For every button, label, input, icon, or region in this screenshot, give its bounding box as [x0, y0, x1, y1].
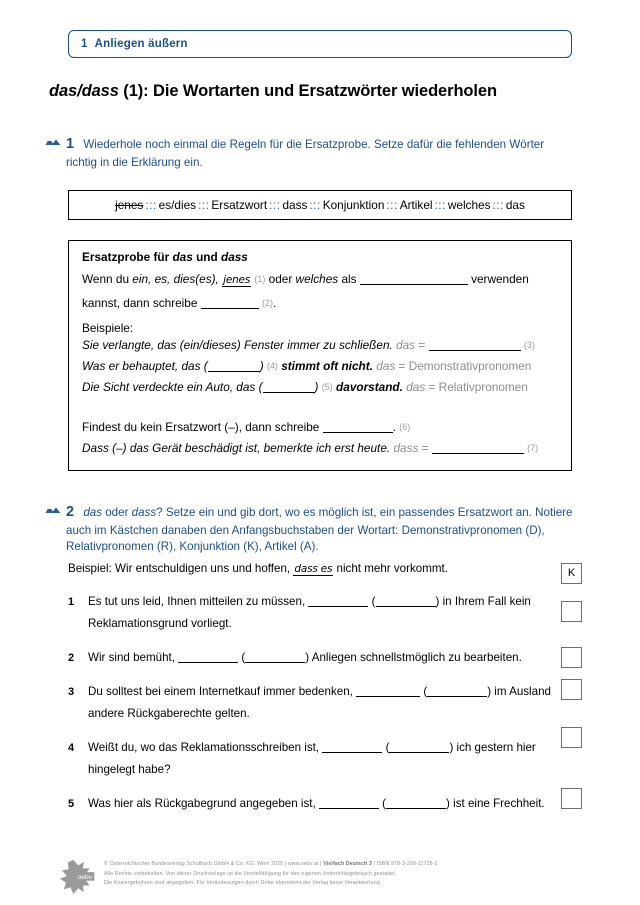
- answer-blank-7[interactable]: [432, 453, 524, 454]
- rule-heading-dass: dass: [220, 250, 248, 264]
- oebv-logo-text: oebv: [77, 874, 93, 882]
- task-2: [66, 502, 578, 555]
- word-bank-separator: :::: [434, 198, 446, 212]
- rule-example-1: [82, 337, 558, 355]
- exercise-text: [88, 647, 558, 670]
- oebv-logo: [58, 856, 104, 894]
- examples-label: Beispiele:: [82, 321, 134, 336]
- exercise-text: [88, 591, 558, 636]
- exercise-mid: (: [368, 594, 376, 608]
- task-2-number: 2: [66, 504, 75, 520]
- blank-marker-7: (7): [527, 443, 539, 454]
- task-1-number: 1: [66, 136, 75, 152]
- exercise-number: 5: [68, 797, 75, 810]
- exercise-text: [88, 681, 558, 726]
- exercise-post: ) in Ihrem Fall kein Reklamationsgrund vorliegt.: [88, 594, 531, 631]
- exercise-pre: Du solltest bei einem Internetkauf immer bedenken,: [88, 684, 357, 698]
- task-2-text: [66, 506, 573, 553]
- rule-line-2: [82, 295, 558, 313]
- rule-heading-das: das: [172, 250, 193, 264]
- example-3-a: Die Sicht verdeckte ein Auto, das (: [82, 379, 263, 394]
- word-bank: [68, 190, 572, 220]
- answer-blank-ex3a[interactable]: [356, 696, 420, 697]
- wordtype-box-3[interactable]: [561, 679, 582, 700]
- rule-l1-words: ein, es, dies(es),: [132, 272, 219, 286]
- word-bank-item-2[interactable]: Ersatzwort: [211, 198, 268, 212]
- word-bank-item-6[interactable]: welches: [447, 198, 491, 212]
- rule-l1-c: als: [338, 272, 360, 286]
- word-bank-separator: :::: [269, 198, 281, 212]
- rule-heading-a: Ersatzprobe für: [82, 250, 173, 264]
- exercise-row: [68, 793, 558, 816]
- exercise-number: 2: [68, 651, 75, 664]
- answer-blank-ex4b[interactable]: [389, 752, 449, 753]
- blank-marker-6: (6): [399, 421, 411, 432]
- answer-blank-ex1a[interactable]: [308, 606, 368, 607]
- word-bank-separator: :::: [198, 198, 210, 212]
- example-2-b: ): [259, 359, 264, 374]
- blank-marker-4: (4): [266, 361, 278, 372]
- footer-line-2: Alle Rechte vorbehalten. Von dieser Druckvorlage ist die Vervielfältigung für den eigenen Unterrichtsgebrauch gestattet.: [104, 870, 397, 877]
- chapter-number: 1: [81, 38, 88, 50]
- rule-example-4: [82, 440, 558, 458]
- exercise-post: ) ist eine Frechheit.: [446, 796, 545, 810]
- task-2-line1-rest: ? Setze ein und gib dort, wo es möglich ist, ein passendes Ersatzwort: [156, 506, 513, 519]
- answer-blank-ex2b[interactable]: [245, 662, 305, 663]
- exercise-pre: Wir sind bemüht,: [88, 650, 179, 664]
- exercise-post: ) im Ausland andere Rückgaberechte gelten.: [88, 684, 551, 721]
- page-title: [49, 82, 589, 101]
- rule-l1-b: oder: [265, 272, 296, 286]
- footer-line-1: [104, 860, 438, 870]
- page-title-italic: das/dass: [49, 82, 119, 100]
- footer: [58, 856, 583, 894]
- exercise-text: [88, 793, 558, 816]
- example-4-sentence: Dass (–) das Gerät beschädigt ist, bemerkte ich erst heute.: [82, 441, 391, 456]
- answer-blank-ex3b[interactable]: [427, 696, 487, 697]
- exercise-row: [68, 591, 558, 636]
- answer-blank-2[interactable]: [201, 308, 259, 309]
- word-bank-item-7[interactable]: das: [505, 198, 525, 212]
- example-2-c: stimmt oft nicht.: [281, 359, 373, 374]
- example-2-value: = Demonstrativpronomen: [395, 359, 532, 374]
- word-bank-item-3[interactable]: dass: [282, 198, 308, 212]
- exercise-text: [88, 737, 558, 782]
- task-2-dass: dass: [131, 506, 157, 519]
- rule-l3-a: Findest du kein Ersatzwort (–), dann schreibe: [82, 419, 323, 434]
- rule-line-1: [82, 271, 558, 289]
- answer-blank-ex5b[interactable]: [386, 808, 446, 809]
- exercise-row: [68, 647, 558, 670]
- rule-line-3: [82, 419, 558, 437]
- rule-example-3: [82, 379, 558, 397]
- rule-l1-a: Wenn du: [82, 272, 133, 286]
- exercise-number: 3: [68, 685, 75, 698]
- example-2-key: das: [376, 359, 396, 374]
- footer-line-3: Die Kopiergebühren sind abgegolten. Für Veränderungen durch Dritte übernimmt der Verlag keine Verantwortung.: [104, 880, 382, 887]
- rule-box-heading: [82, 250, 558, 264]
- example-3-key: das: [406, 379, 426, 394]
- wordtype-box-example[interactable]: K: [561, 563, 582, 584]
- exercise-number: 1: [68, 595, 75, 608]
- answer-blank-ex2a[interactable]: [178, 662, 238, 663]
- task-2-line2: an. Notiere auch im Kästchen danaben den Anfangsbuchstaben der Wortart:: [66, 506, 573, 537]
- task-1-text: Wiederhole noch einmal die Regeln für die Ersatzprobe. Setze dafür die fehlenden Wörter richtig in die Erklärung ein.: [66, 138, 545, 169]
- answer-blank-5[interactable]: [263, 392, 315, 393]
- exercise-number: 4: [68, 741, 75, 754]
- answer-blank-ex1b[interactable]: [376, 606, 436, 607]
- exercise-row: [68, 737, 558, 782]
- rule-l2-a: kannst, dann schreibe: [82, 295, 201, 310]
- chapter-header-bar: [68, 30, 572, 58]
- answer-blank-6[interactable]: [323, 432, 393, 433]
- footer-text: [104, 856, 438, 889]
- example-1-sentence: Sie verlangte, das (ein/dieses) Fenster immer zu schließen.: [82, 338, 393, 353]
- chapter-label: Anliegen äußern: [94, 38, 188, 50]
- exercise-mid: (: [238, 650, 246, 664]
- task-2-das: das: [83, 506, 103, 519]
- example-4-eq: =: [418, 441, 432, 456]
- mountain-icon: [45, 504, 61, 515]
- task-2-line3: Demonstrativpronomen (D), Relativpronomen (R), Konjunktion (K), Artikel (A).: [66, 523, 545, 554]
- exercise-pre: Was hier als Rückgabegrund angegeben ist,: [88, 796, 319, 810]
- rule-heading-c: und: [192, 250, 221, 264]
- exercise-list: [68, 560, 558, 827]
- rule-l3-b: .: [392, 419, 396, 434]
- exercise-mid: (: [420, 684, 428, 698]
- handwritten-answer-example[interactable]: dass es: [294, 563, 333, 575]
- blank-marker-2: (2): [261, 297, 273, 308]
- word-bank-item-1[interactable]: es/dies: [158, 198, 197, 212]
- answer-blank-1[interactable]: [360, 284, 468, 285]
- exercise-row: [68, 681, 558, 726]
- answer-blank-ex5a[interactable]: [319, 808, 379, 809]
- rule-l2-b: .: [272, 295, 277, 310]
- example-2-a: Was er behauptet, das (: [82, 359, 208, 374]
- footer-line1-a: © Österreichischer Bundesverlag Schulbuch GmbH & Co. KG, Wien 2025 | www.oebv.at |: [104, 861, 324, 867]
- example-label: Beispiel:: [68, 562, 116, 575]
- word-bank-separator: :::: [386, 198, 398, 212]
- footer-product-title: Vielfach Deutsch 3: [323, 861, 372, 867]
- rule-l1-d: verwenden: [467, 272, 529, 286]
- exercise-post: ) Anliegen schnellstmöglich zu bearbeiten.: [305, 650, 522, 664]
- example-3-value: = Relativpronomen: [425, 379, 528, 394]
- example-4-key: dass: [393, 441, 419, 456]
- exercise-pre: Weißt du, wo das Reklamationsschreiben ist,: [88, 740, 323, 754]
- word-bank-item-0[interactable]: jenes: [115, 198, 144, 212]
- answer-blank-4[interactable]: [208, 371, 260, 372]
- rule-box: [68, 240, 572, 471]
- wordtype-box-2[interactable]: [561, 647, 582, 668]
- example-3-c: davorstand.: [336, 379, 403, 394]
- word-bank-separator: :::: [145, 198, 157, 212]
- answer-blank-ex4a[interactable]: [322, 752, 382, 753]
- exercise-mid: (: [382, 740, 390, 754]
- handwritten-answer-1[interactable]: jenes: [223, 274, 251, 286]
- example-1-key: das: [396, 338, 416, 353]
- wordtype-box-4[interactable]: [561, 727, 582, 748]
- rule-example-2: [82, 358, 558, 376]
- exercise-post: ) ich gestern hier hingelegt habe?: [88, 740, 536, 777]
- word-bank-separator: :::: [309, 198, 321, 212]
- exercise-example: [68, 560, 558, 578]
- footer-isbn: | ISBN 978-3-209-11728-1: [372, 861, 438, 867]
- example-post: nicht mehr vorkommt.: [333, 562, 448, 575]
- blank-marker-3: (3): [523, 340, 535, 351]
- exercise-mid: (: [378, 796, 387, 810]
- example-pre: Wir entschuldigen uns und hoffen,: [115, 562, 294, 575]
- rule-l1-welches: welches: [295, 272, 339, 286]
- word-bank-item-5[interactable]: Artikel: [399, 198, 433, 212]
- word-bank-separator: :::: [492, 198, 504, 212]
- wordtype-box-5[interactable]: [561, 788, 582, 809]
- blank-marker-1: (1): [254, 274, 266, 284]
- example-3-b: ): [314, 379, 319, 394]
- word-bank-item-4[interactable]: Konjunktion: [322, 198, 385, 212]
- example-1-eq: =: [415, 338, 429, 353]
- task-2-oder: oder: [102, 506, 132, 519]
- exercise-pre: Es tut uns leid, Ihnen mitteilen zu müssen,: [88, 594, 309, 608]
- mountain-icon: [45, 136, 61, 147]
- wordtype-box-1[interactable]: [561, 601, 582, 622]
- blank-marker-5: (5): [321, 381, 333, 392]
- answer-blank-3[interactable]: [429, 350, 521, 351]
- page-title-rest: (1): Die Wortarten und Ersatzwörter wiederholen: [118, 82, 497, 100]
- task-1: [66, 134, 574, 171]
